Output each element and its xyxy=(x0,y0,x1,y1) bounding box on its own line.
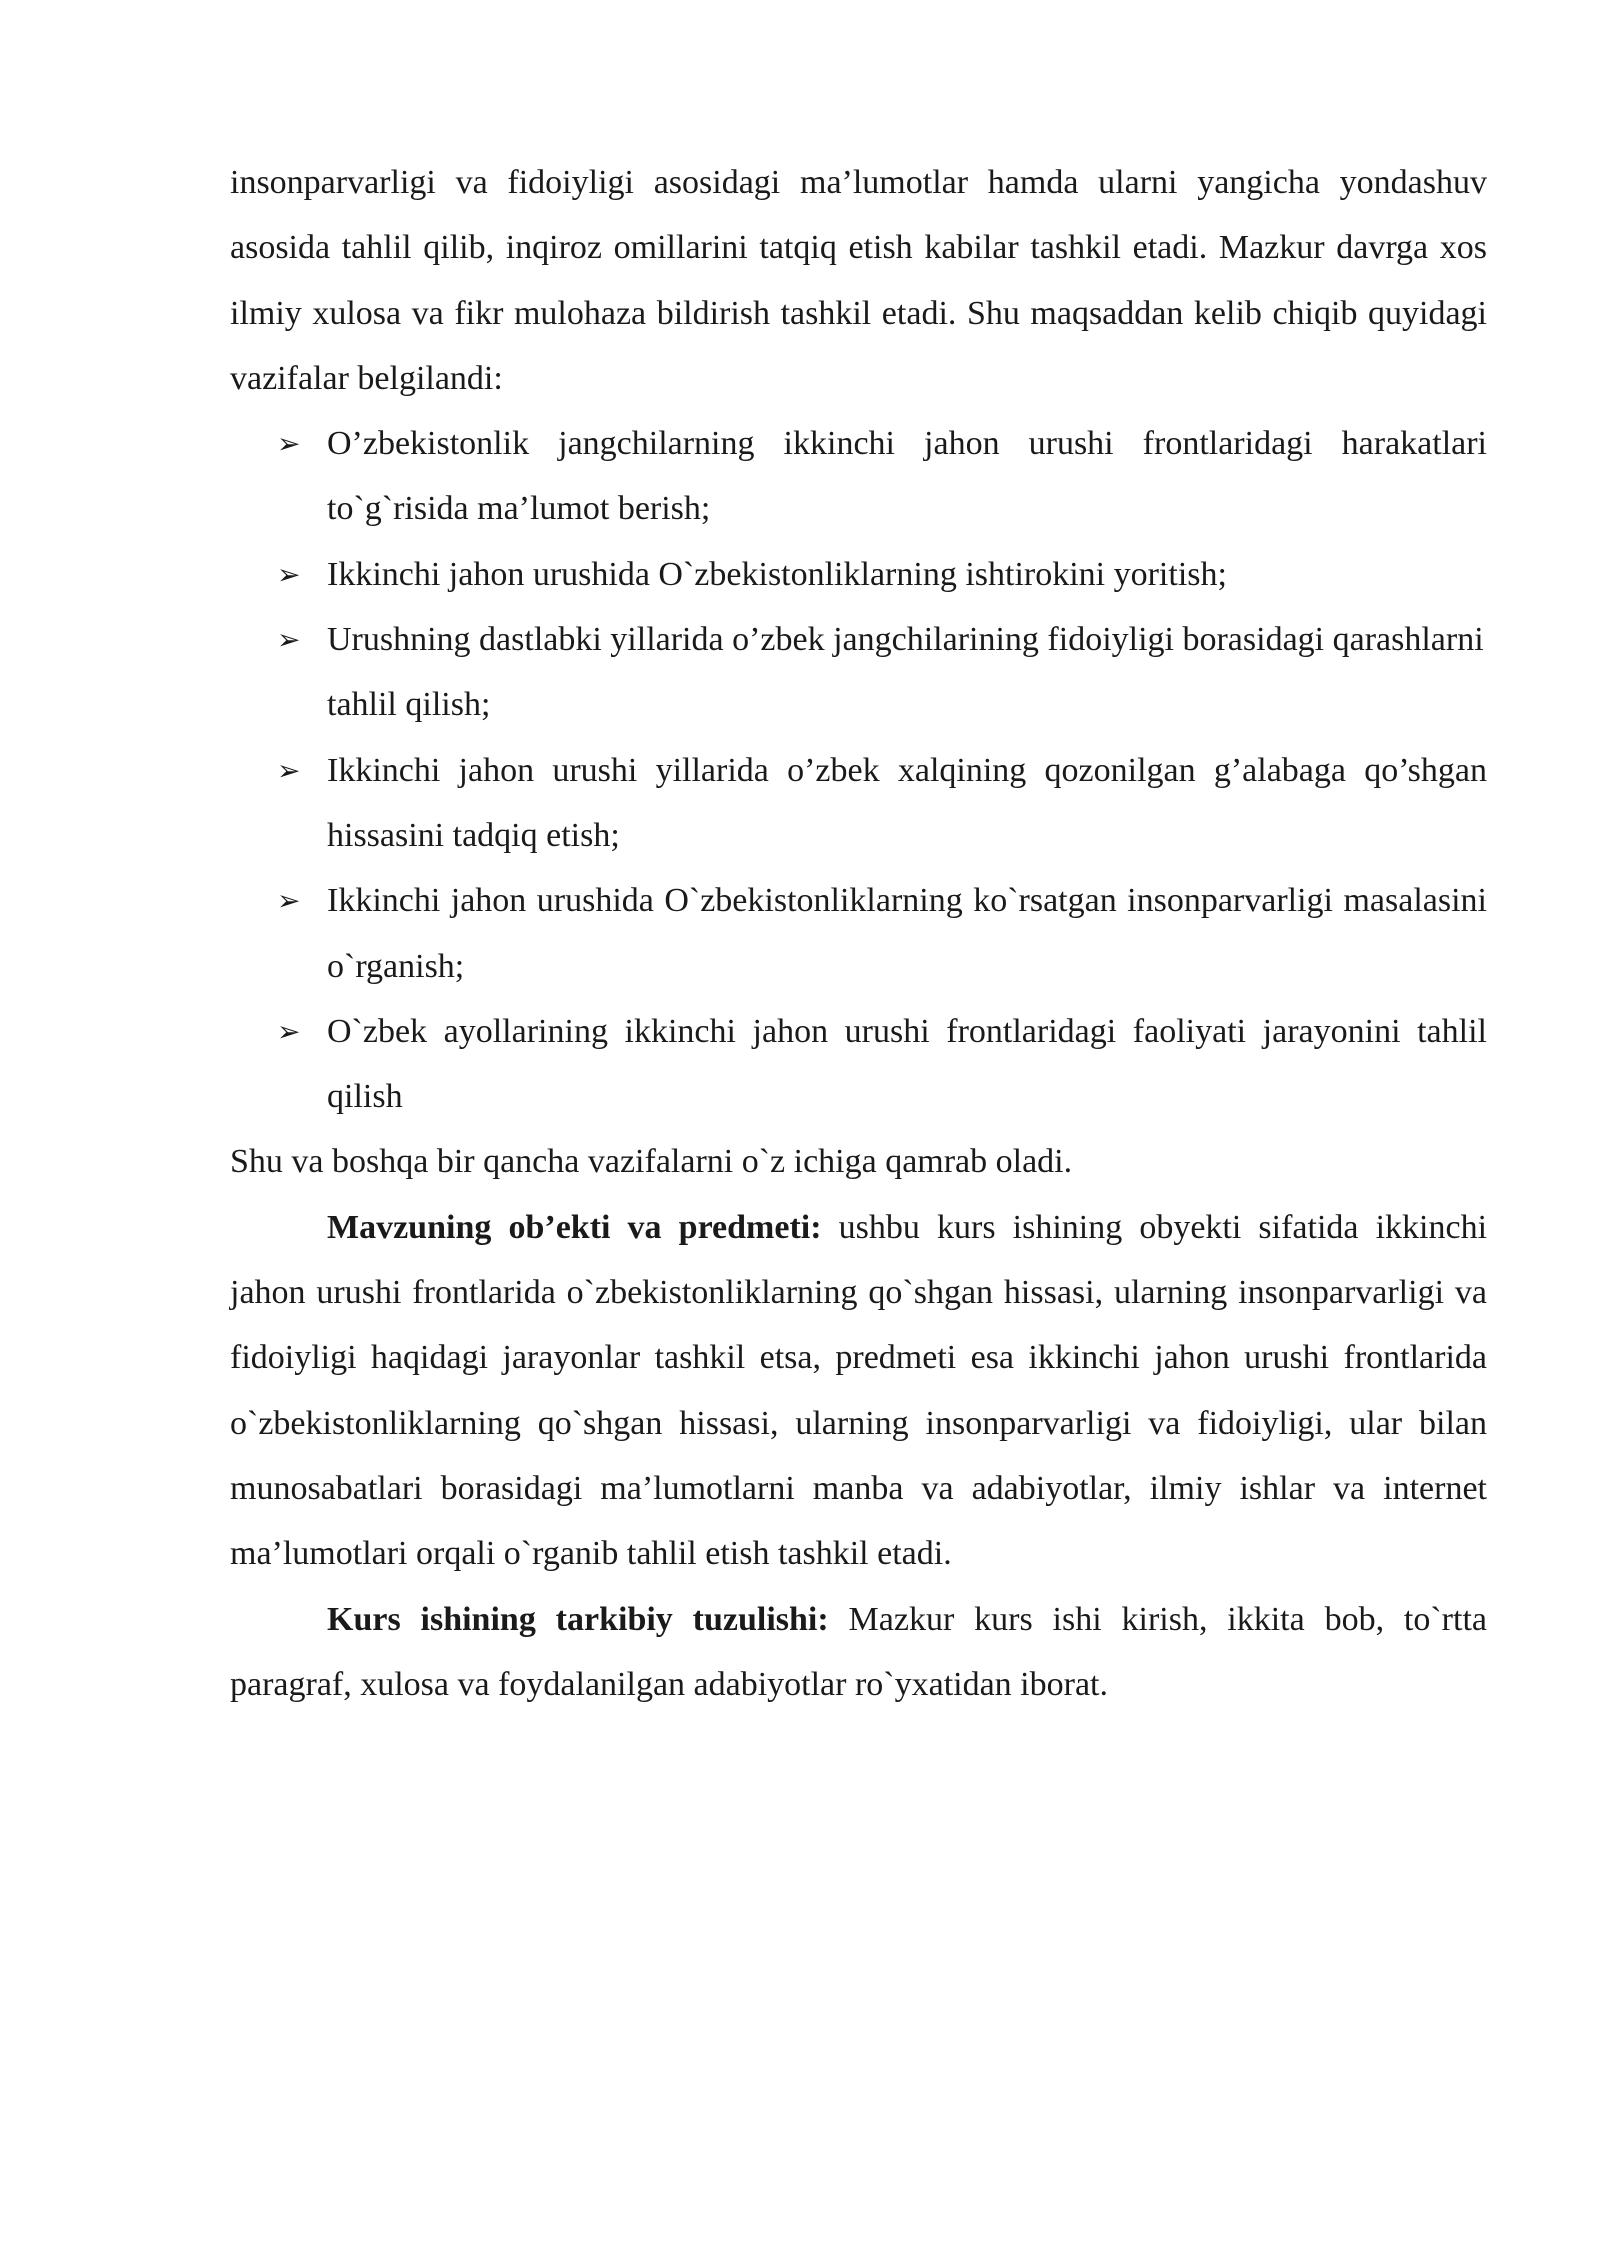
task-item xyxy=(277,411,1487,542)
object-subject-paragraph xyxy=(230,1195,1487,1587)
task-text: Urushning dastlabki yillarida o’zbek jangchilarining fidoiyligi borasidagi qarashlarni tahlil qilish; xyxy=(327,621,1484,724)
structure-text: Mazkur kurs ishi kirish, ikkita bob, to`rtta paragraf, xulosa va foydalanilgan adabiyotlar ro`yxatidan iborat. xyxy=(230,1600,1487,1703)
task-item xyxy=(277,542,1487,607)
arrow-bullet-icon: ➢ xyxy=(277,1014,301,1048)
task-item xyxy=(277,607,1487,738)
object-subject-heading: Mavzuning ob’ekti va predmeti: xyxy=(327,1208,822,1246)
document-page xyxy=(230,150,1487,1717)
structure-paragraph xyxy=(230,1587,1487,1718)
object-subject-text: ushbu kurs ishining obyekti sifatida ikkinchi jahon urushi frontlarida o`zbekistonliklarning qo`shgan hissasi, ularning insonparvarligi va fidoiyligi haqidagi jarayonlar tashkil etsa, predmeti esa ikkinchi jahon urushi frontlarida o`zbekistonliklarning qo`shgan hissasi, ularning insonparvarligi va fidoiyligi, ular bilan munosabatlari borasidagi ma’lumotlarni manba va adabiyotlar, ilmiy ishlar va internet ma’lumotlari orqali o`rganib tahlil etish tashkil etadi. xyxy=(230,1208,1488,1573)
arrow-bullet-icon: ➢ xyxy=(277,557,301,591)
intro-paragraph: insonparvarligi va fidoiyligi asosidagi ma’lumotlar hamda ularni yangicha yondashuv asosida tahlil qilib, inqiroz omillarini tatqiq etish kabilar tashkil etadi. Mazkur davrga xos ilmiy xulosa va fikr mulohaza bildirish tashkil etadi. Shu maqsaddan kelib chiqib quyidagi vazifalar belgilandi: xyxy=(230,164,1487,397)
task-text: Ikkinchi jahon urushida O`zbekistonliklarning ko`rsatgan insonparvarligi masalasini o`rganish; xyxy=(327,882,1487,985)
task-text: O`zbek ayollarining ikkinchi jahon urushi frontlaridagi faoliyati jarayonini tahlil qilish xyxy=(327,1012,1487,1116)
arrow-bullet-icon: ➢ xyxy=(277,753,301,787)
task-text: O’zbekistonlik jangchilarning ikkinchi jahon urushi frontlaridagi harakatlari to`g`risida ma’lumot berish; xyxy=(327,425,1487,528)
tasks-list xyxy=(230,411,1487,1129)
structure-heading: Kurs ishining tarkibiy tuzulishi: xyxy=(327,1600,829,1638)
arrow-bullet-icon: ➢ xyxy=(277,623,301,657)
task-item xyxy=(277,999,1487,1130)
task-text: Ikkinchi jahon urushi yillarida o’zbek xalqining qozonilgan g’alabaga qo’shgan hissasini tadqiq etish; xyxy=(327,751,1487,854)
task-item xyxy=(277,868,1487,999)
arrow-bullet-icon: ➢ xyxy=(277,427,301,461)
task-item xyxy=(277,738,1487,869)
tasks-summary: Shu va boshqa bir qancha vazifalarni o`z ichiga qamrab oladi. xyxy=(230,1143,1073,1181)
arrow-bullet-icon: ➢ xyxy=(277,884,301,918)
task-text: Ikkinchi jahon urushida O`zbekistonliklarning ishtirokini yoritish; xyxy=(327,555,1227,593)
